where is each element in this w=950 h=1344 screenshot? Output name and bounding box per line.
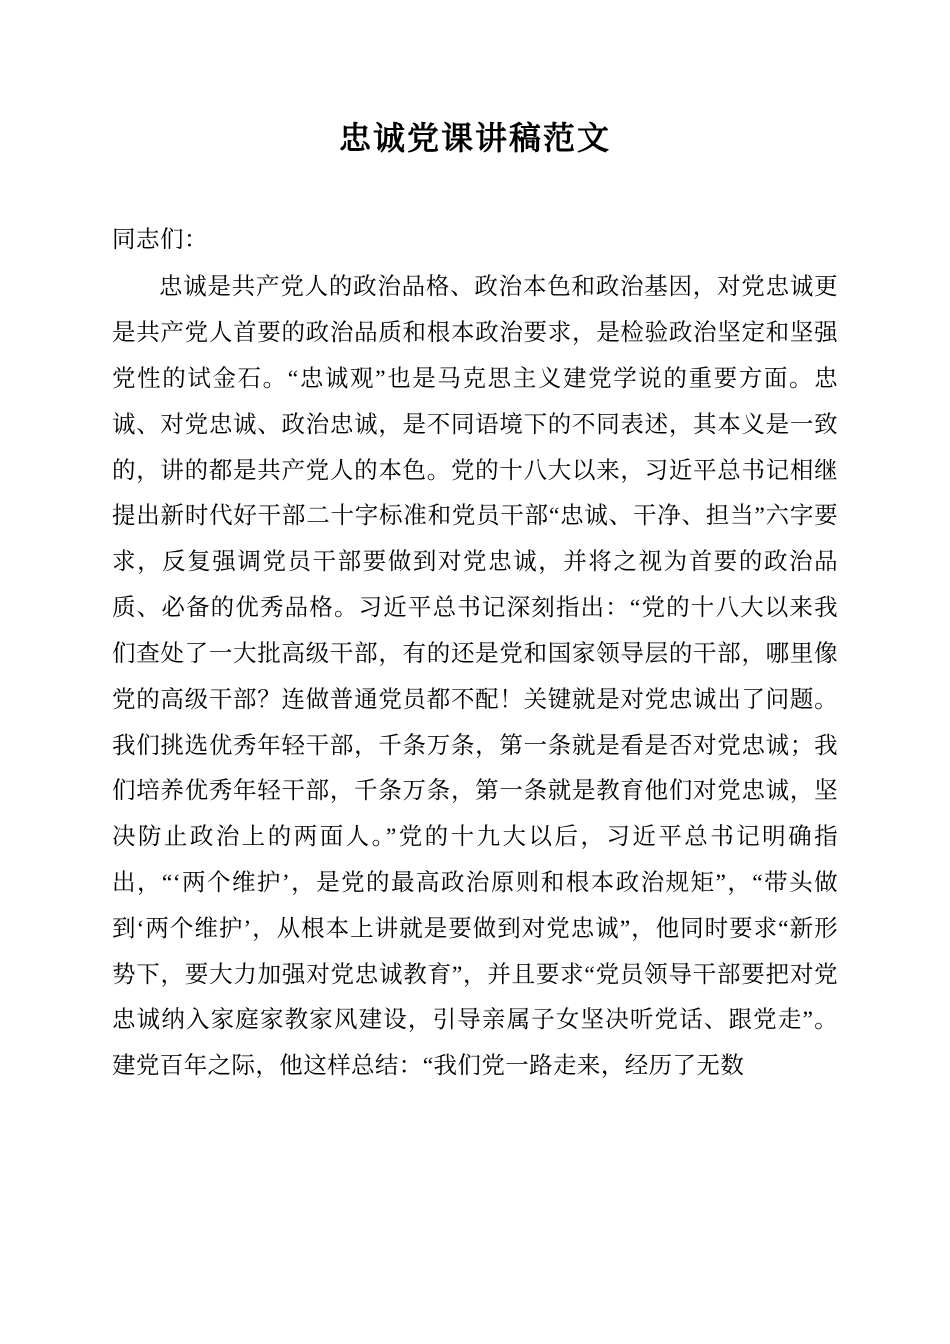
salutation-text: 同志们： xyxy=(112,226,208,253)
page-title: 忠诚党课讲稿范文 xyxy=(338,120,611,156)
body-paragraph: 忠诚是共产党人的政治品格、政治本色和政治基因，对党忠诚更是共产党人首要的政治品质和根本政治要求，是检验政治坚定和坚强党性的试金石。“忠诚观”也是马克思主义建党学说的重要方面。忠诚、对党忠诚、政治忠诚，是不同语境下的不同表述，其本义是一致的，讲的都是共产党人的本色。党的十八大以来，习近平总书记相继提出新时代好干部二十字标准和党员干部“忠诚、干净、担当”六字要求，反复强调党员干部要做到对党忠诚，并将之视为首要的政治品质、必备的优秀品格。习近平总书记深刻指出：“党的十八大以来我们查处了一大批高级干部，有的还是党和国家领导层的干部，哪里像党的高级干部？连做普通党员都不配！关键就是对党忠诚出了问题。我们挑选优秀年轻干部，千条万条，第一条就是看是否对党忠诚；我们培养优秀年轻干部，千条万条，第一条就是教育他们对党忠诚，坚决防止政治上的两面人。”党的十九大以后，习近平总书记明确指出，“‘两个维护’，是党的最高政治原则和根本政治规矩”，“带头做到‘两个维护’，从根本上讲就是要做到对党忠诚”，他同时要求“新形势下，要大力加强对党忠诚教育”，并且要求“党员领导干部要把对党忠诚纳入家庭家教家风建设，引导亲属子女坚决听党话、跟党走”。建党百年之际，他这样总结：“我们党一路走来，经历了无数 xyxy=(112,274,838,1080)
